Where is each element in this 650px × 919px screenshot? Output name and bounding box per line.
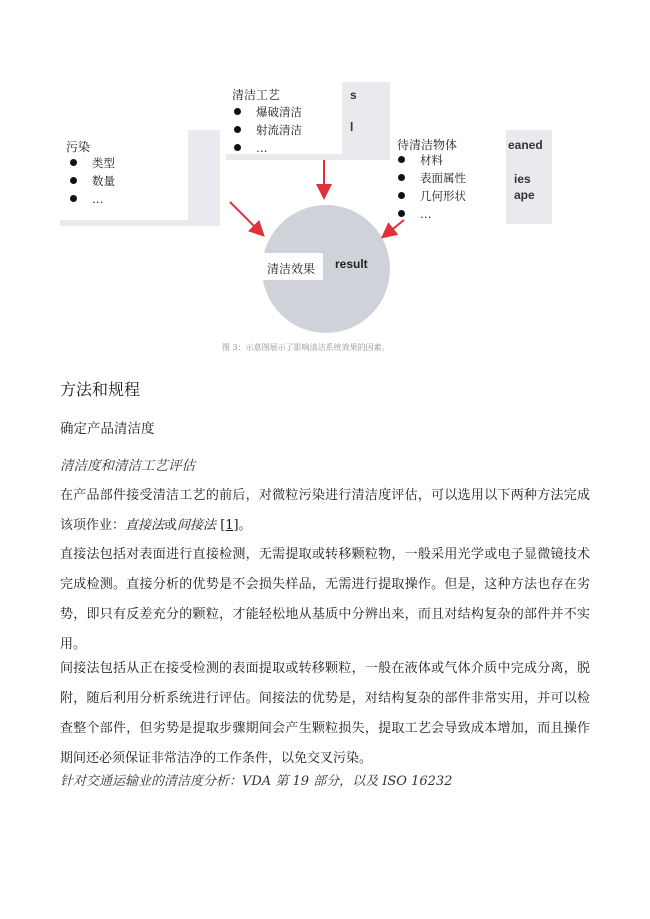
list-item: 几何形状 [396, 187, 466, 205]
contamination-box-title: 污染 [66, 140, 91, 154]
section-title: 方法和规程 [60, 380, 141, 399]
list-item: 材料 [396, 151, 466, 169]
subsection-title: 确定产品清洁度 [60, 421, 155, 437]
cleaning-factors-diagram [0, 0, 650, 360]
object-box-ghost-text: ape [514, 188, 535, 202]
result-ghost-label: result [335, 257, 368, 271]
paragraph-direct-method: 直接法包括对表面进行直接检测，无需提取或转移颗粒物，一般采用光学或电子显微镜技术完成检测。直接分析的优势是不会损失样品，无需进行提取操作。但是，这种方法也存在劣势，即只有反差充分的颗粒，才能轻松地从基质中分辨出来，而且对结构复杂的部件并不实用。 [60, 547, 590, 652]
cleaning-effect-label: 清洁效果 [267, 262, 316, 276]
object-box-ghost-text: ies [514, 172, 531, 186]
arrow-from-object [384, 220, 404, 236]
list-item: 爆破清洁 [232, 103, 302, 121]
process-box-ghost-text: l [350, 120, 354, 134]
list-item: 表面属性 [396, 169, 466, 187]
object-box-ghost-text: eaned [508, 138, 543, 152]
citation-link[interactable]: [1] [220, 518, 239, 533]
paragraph-intro: 在产品部件接受清洁工艺的前后，对微粒污染进行清洁度评估，可以选用以下两种方法完成该项作业：直接法或间接法 [1]。 [60, 488, 590, 533]
term-direct-method: 直接法 [125, 518, 165, 533]
diagram-arrows [0, 0, 650, 360]
list-item: 射流清洁 [232, 121, 302, 139]
list-item: … [68, 190, 115, 208]
figure-caption: 图 3：示意图展示了影响清洁系统效果的因素。 [222, 343, 390, 352]
process-box-ghost-text: s [350, 88, 357, 102]
list-item: 数量 [68, 172, 115, 190]
list-item: 类型 [68, 154, 115, 172]
sub-subsection-title: 清洁度和清洁工艺评估 [60, 458, 195, 474]
list-item: … [396, 205, 466, 223]
process-box-title: 清洁工艺 [232, 88, 281, 102]
paragraph-indirect-method: 间接法包括从正在接受检测的表面提取或转移颗粒，一般在液体或气体介质中完成分离，脱附，随后利用分析系统进行评估。间接法的优势是，对结构复杂的部件非常实用，并可以检查整个部件，但劣势是提取步骤期间会产生颗粒损失，提取工艺会导致成本增加，而且操作期间还必须保证非常洁净的工作条件，以免交叉污染。 [60, 661, 590, 766]
object-box-title: 待清洁物体 [397, 138, 458, 152]
term-indirect-method: 间接法 [177, 518, 217, 533]
arrow-from-contamination [230, 202, 262, 234]
list-item: … [232, 139, 302, 157]
final-heading: 针对交通运输业的清洁度分析：VDA 第 19 部分，以及 ISO 16232 [60, 774, 453, 789]
